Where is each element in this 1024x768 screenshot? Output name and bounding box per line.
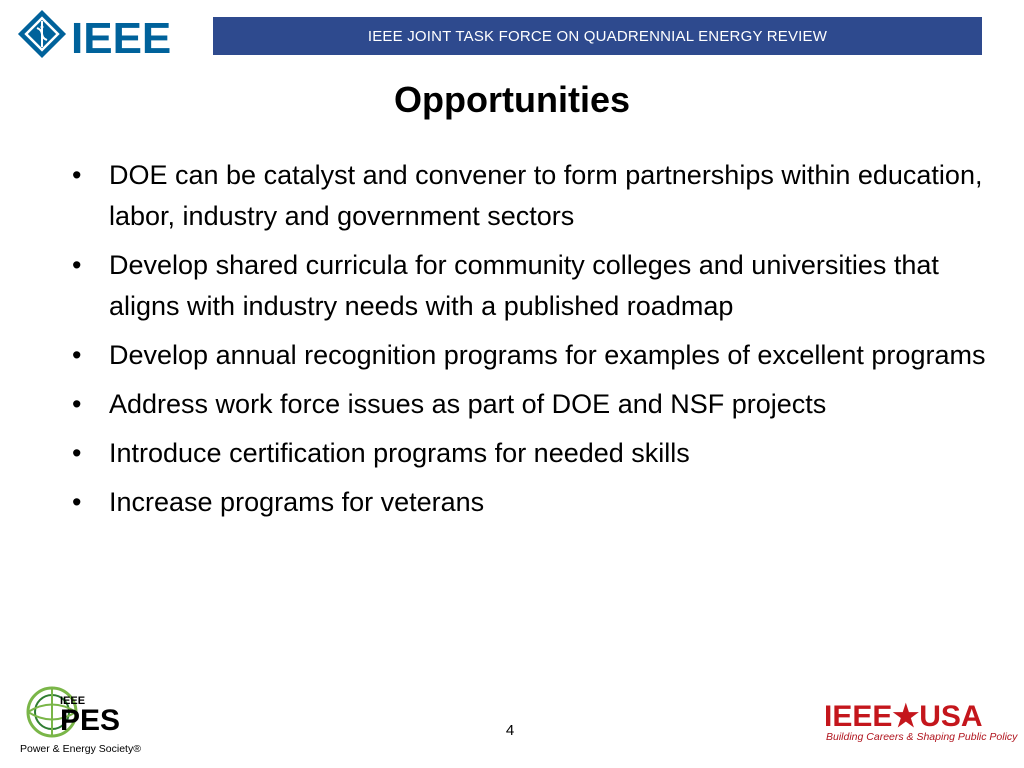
bullet-dot-icon: • — [72, 250, 82, 280]
bullet-item — [70, 482, 990, 523]
bullet-text: Develop shared curricula for community colleges and universities that aligns with industry needs with a published roadmap — [109, 250, 939, 321]
bullet-item — [70, 155, 990, 237]
ieee-logo-text: IEEE — [71, 14, 172, 63]
bullet-text: Increase programs for veterans — [109, 487, 485, 517]
bullet-item — [70, 335, 990, 376]
ieee-usa-tagline: Building Careers & Shaping Public Policy — [826, 731, 1018, 743]
bullet-dot-icon: • — [72, 389, 82, 419]
bullet-text: DOE can be catalyst and convener to form partnerships within education, labor, industry and government sectors — [109, 160, 983, 231]
bullet-text: Introduce certification programs for needed skills — [109, 438, 690, 468]
header-banner-text: IEEE JOINT TASK FORCE ON QUADRENNIAL ENERGY REVIEW — [367, 27, 828, 45]
ieee-logo-icon — [14, 8, 194, 64]
slide-title: Opportunities — [394, 79, 630, 120]
bullet-dot-icon: • — [72, 487, 82, 517]
bullet-dot-icon: • — [72, 340, 82, 370]
bullet-item — [70, 245, 990, 327]
bullet-list — [70, 155, 990, 531]
bullet-text: Address work force issues as part of DOE and NSF projects — [109, 389, 827, 419]
pes-logo-top: IEEE — [60, 695, 86, 707]
page-number: 4 — [505, 722, 515, 739]
pes-logo-icon — [18, 672, 168, 762]
ieee-usa-logo-text: IEEE★USA — [824, 700, 983, 733]
pes-logo-main: PES — [60, 704, 121, 737]
pes-logo-caption: Power & Energy Society® — [20, 743, 141, 755]
bullet-dot-icon: • — [72, 438, 82, 468]
bullet-item — [70, 433, 990, 474]
bullet-dot-icon: • — [72, 160, 82, 190]
bullet-item — [70, 384, 990, 425]
bullet-text: Develop annual recognition programs for examples of excellent programs — [109, 340, 986, 370]
header-banner — [213, 17, 982, 55]
